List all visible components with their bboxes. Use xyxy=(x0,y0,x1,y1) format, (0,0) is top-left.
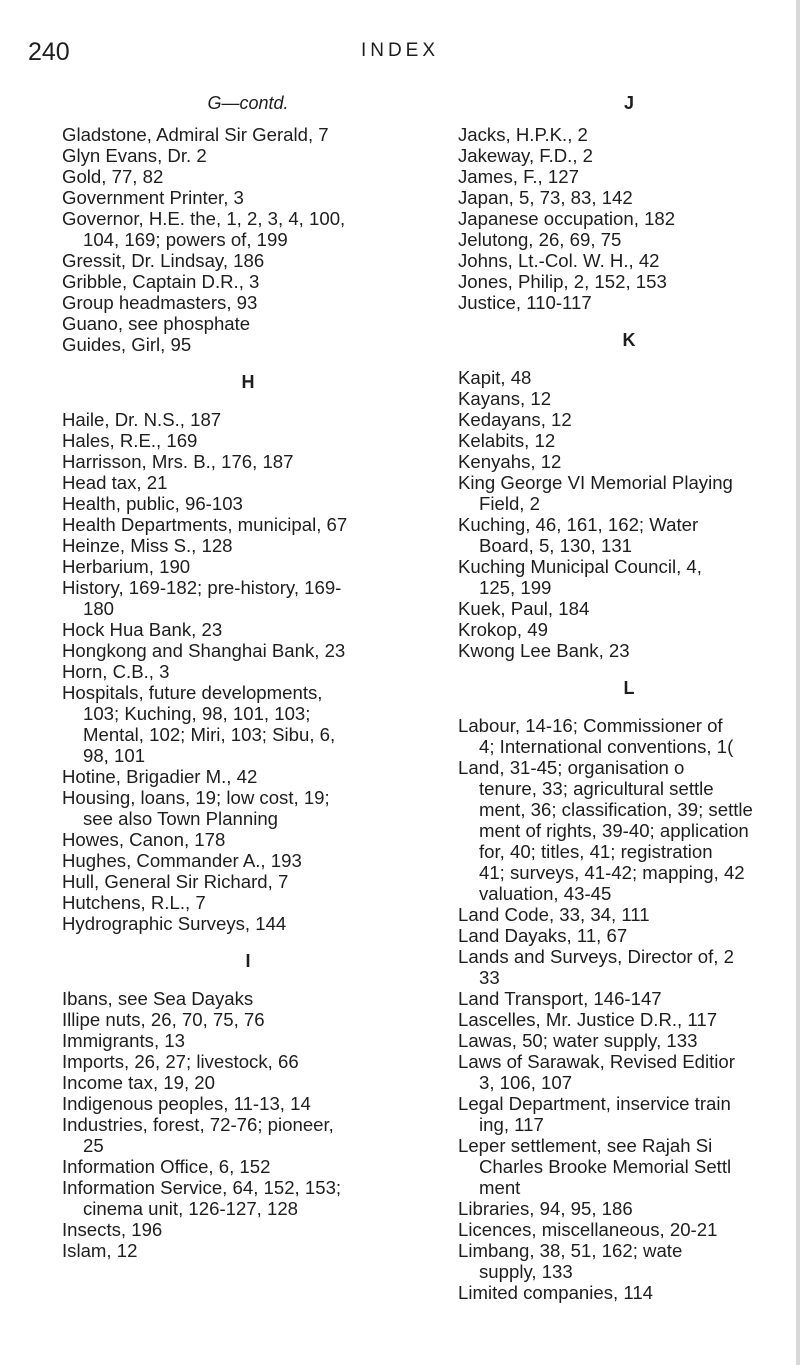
index-entry xyxy=(458,598,800,619)
section-heading: G—contd. xyxy=(207,93,289,113)
entry-continuation: tenure, 33; agricultural settle xyxy=(479,778,714,799)
entry-continuation: 125, 199 xyxy=(479,577,552,598)
entry-text: Limited companies, 114 xyxy=(458,1282,653,1303)
index-entry xyxy=(62,892,434,913)
entry-continuation: Mental, 102; Miri, 103; Sibu, 6, xyxy=(83,724,336,745)
index-entry xyxy=(62,829,434,850)
index-entry xyxy=(458,1051,800,1093)
index-entry xyxy=(458,208,800,229)
entry-continuation: ing, 117 xyxy=(479,1114,544,1135)
index-entry xyxy=(62,556,434,577)
entry-text: Lands and Surveys, Director of, 2 xyxy=(458,946,734,967)
index-entry xyxy=(458,1009,800,1030)
entry-text: Industries, forest, 72-76; pioneer, xyxy=(62,1114,334,1135)
index-entry xyxy=(62,208,434,250)
entry-text: Harrisson, Mrs. B., 176, 187 xyxy=(62,451,294,472)
index-entry xyxy=(62,409,434,430)
index-entry xyxy=(62,988,434,1009)
entry-continuation: cinema unit, 126-127, 128 xyxy=(83,1198,299,1219)
entry-text: Land, 31-45; organisation o xyxy=(458,757,685,778)
index-entry xyxy=(62,166,434,187)
entry-text: Gribble, Captain D.R., 3 xyxy=(62,271,260,292)
index-entry xyxy=(458,1135,800,1198)
entry-text: Illipe nuts, 26, 70, 75, 76 xyxy=(62,1009,265,1030)
index-entry xyxy=(62,1072,434,1093)
entry-text: Kayans, 12 xyxy=(458,388,552,409)
entry-text: Haile, Dr. N.S., 187 xyxy=(62,409,222,430)
index-entry xyxy=(62,250,434,271)
entry-text: Hospitals, future developments, xyxy=(62,682,323,703)
entry-continuation: ment of rights, 39-40; application xyxy=(479,820,749,841)
entry-text: Justice, 110-117 xyxy=(458,292,592,313)
entry-text: Licences, miscellaneous, 20-21 xyxy=(458,1219,718,1240)
entry-text: Heinze, Miss S., 128 xyxy=(62,535,233,556)
entry-text: Head tax, 21 xyxy=(62,472,168,493)
index-entry xyxy=(62,871,434,892)
entry-text: Jones, Philip, 2, 152, 153 xyxy=(458,271,667,292)
entry-text: Ibans, see Sea Dayaks xyxy=(62,988,254,1009)
index-entry xyxy=(458,166,800,187)
entry-text: Japanese occupation, 182 xyxy=(458,208,676,229)
entry-text: Glyn Evans, Dr. 2 xyxy=(62,145,207,166)
index-entry xyxy=(458,472,800,514)
index-entry xyxy=(458,946,800,988)
entry-text: Land Dayaks, 11, 67 xyxy=(458,925,628,946)
index-entry xyxy=(458,250,800,271)
index-entry xyxy=(62,1030,434,1051)
entry-text: Land Transport, 146-147 xyxy=(458,988,662,1009)
index-entry xyxy=(62,913,434,934)
index-entry xyxy=(62,292,434,313)
index-entry xyxy=(458,145,800,166)
entry-text: Jelutong, 26, 69, 75 xyxy=(458,229,622,250)
entry-text: Hock Hua Bank, 23 xyxy=(62,619,223,640)
index-column-right xyxy=(458,82,800,1303)
entry-continuation: Field, 2 xyxy=(479,493,540,514)
entry-text: Kapit, 48 xyxy=(458,367,532,388)
index-entry xyxy=(62,124,434,145)
entry-text: Kenyahs, 12 xyxy=(458,451,562,472)
entry-text: Gressit, Dr. Lindsay, 186 xyxy=(62,250,265,271)
index-entry xyxy=(62,1009,434,1030)
index-entry xyxy=(458,409,800,430)
entry-text: Krokop, 49 xyxy=(458,619,548,640)
entry-text: Japan, 5, 73, 83, 142 xyxy=(458,187,633,208)
entry-text: Kuching, 46, 161, 162; Water xyxy=(458,514,699,535)
index-entry xyxy=(458,1240,800,1282)
running-head: INDEX xyxy=(360,40,440,61)
entry-continuation: see also Town Planning xyxy=(83,808,279,829)
entry-continuation: ment xyxy=(479,1177,521,1198)
index-entry xyxy=(62,271,434,292)
entry-text: Income tax, 19, 20 xyxy=(62,1072,215,1093)
index-entry xyxy=(62,640,434,661)
entry-text: Hutchens, R.L., 7 xyxy=(62,892,206,913)
entry-continuation: valuation, 43-45 xyxy=(479,883,612,904)
page-number: 240 xyxy=(28,38,70,66)
index-entry xyxy=(458,1282,800,1303)
index-entry xyxy=(458,715,800,757)
index-entry xyxy=(458,904,800,925)
entry-text: Immigrants, 13 xyxy=(62,1030,185,1051)
entry-text: Hughes, Commander A., 193 xyxy=(62,850,302,871)
entry-text: Hydrographic Surveys, 144 xyxy=(62,913,287,934)
entry-text: Land Code, 33, 34, 111 xyxy=(458,904,650,925)
entry-text: Guano, see phosphate xyxy=(62,313,251,334)
index-entry xyxy=(62,1219,434,1240)
entry-text: Health, public, 96-103 xyxy=(62,493,243,514)
index-entry xyxy=(62,1156,434,1177)
index-entry xyxy=(458,640,800,661)
index-entry xyxy=(458,451,800,472)
index-entry xyxy=(458,187,800,208)
index-entry xyxy=(62,682,434,766)
index-entry xyxy=(62,1177,434,1219)
index-entry xyxy=(458,388,800,409)
index-entry xyxy=(62,619,434,640)
entry-continuation: 104, 169; powers of, 199 xyxy=(83,229,288,250)
entry-text: Hongkong and Shanghai Bank, 23 xyxy=(62,640,346,661)
index-entry xyxy=(458,1219,800,1240)
index-entry xyxy=(62,430,434,451)
index-entry xyxy=(62,334,434,355)
entry-text: Government Printer, 3 xyxy=(62,187,244,208)
entry-text: Laws of Sarawak, Revised Editior xyxy=(458,1051,735,1072)
entry-continuation: supply, 133 xyxy=(479,1261,573,1282)
index-entry xyxy=(458,292,800,313)
entry-text: Jacks, H.P.K., 2 xyxy=(458,124,588,145)
entry-text: Hull, General Sir Richard, 7 xyxy=(62,871,289,892)
entry-text: Information Service, 64, 152, 153; xyxy=(62,1177,342,1198)
index-entry xyxy=(62,1114,434,1156)
entry-text: Hotine, Brigadier M., 42 xyxy=(62,766,258,787)
entry-text: Gold, 77, 82 xyxy=(62,166,164,187)
entry-text: Libraries, 94, 95, 186 xyxy=(458,1198,633,1219)
index-entry xyxy=(458,988,800,1009)
entry-text: Gladstone, Admiral Sir Gerald, 7 xyxy=(62,124,329,145)
index-entry xyxy=(62,766,434,787)
entry-continuation: 33 xyxy=(479,967,500,988)
index-entry xyxy=(458,1198,800,1219)
index-entry xyxy=(62,493,434,514)
entry-text: Hales, R.E., 169 xyxy=(62,430,198,451)
entry-text: Horn, C.B., 3 xyxy=(62,661,170,682)
index-entry xyxy=(458,925,800,946)
entry-text: Housing, loans, 19; low cost, 19; xyxy=(62,787,330,808)
entry-text: Kelabits, 12 xyxy=(458,430,556,451)
index-entry xyxy=(458,1093,800,1135)
entry-text: Limbang, 38, 51, 162; wate xyxy=(458,1240,683,1261)
entry-text: Leper settlement, see Rajah Si xyxy=(458,1135,713,1156)
entry-continuation: 103; Kuching, 98, 101, 103; xyxy=(83,703,311,724)
entry-text: Insects, 196 xyxy=(62,1219,163,1240)
index-entry xyxy=(62,577,434,619)
index-entry xyxy=(458,229,800,250)
entry-continuation: Charles Brooke Memorial Settl xyxy=(479,1156,732,1177)
section-heading: H xyxy=(241,372,255,392)
index-entry xyxy=(458,619,800,640)
entry-continuation: 3, 106, 107 xyxy=(479,1072,573,1093)
index-entry xyxy=(62,1051,434,1072)
entry-text: Guides, Girl, 95 xyxy=(62,334,192,355)
page-edge-shadow xyxy=(796,0,800,1365)
entry-text: Johns, Lt.-Col. W. H., 42 xyxy=(458,250,660,271)
entry-continuation: 180 xyxy=(83,598,115,619)
entry-text: Lawas, 50; water supply, 133 xyxy=(458,1030,698,1051)
entry-text: Health Departments, municipal, 67 xyxy=(62,514,348,535)
section-heading: L xyxy=(623,678,635,698)
entry-text: History, 169-182; pre-history, 169- xyxy=(62,577,342,598)
entry-text: Lascelles, Mr. Justice D.R., 117 xyxy=(458,1009,718,1030)
index-entry xyxy=(62,313,434,334)
entry-text: Information Office, 6, 152 xyxy=(62,1156,271,1177)
index-entry xyxy=(458,430,800,451)
entry-text: King George VI Memorial Playing xyxy=(458,472,733,493)
entry-text: Legal Department, inservice train xyxy=(458,1093,731,1114)
section-heading: J xyxy=(623,93,634,113)
entry-continuation: ment, 36; classification, 39; settle xyxy=(479,799,753,820)
entry-text: James, F., 127 xyxy=(458,166,579,187)
index-entry xyxy=(62,145,434,166)
entry-continuation: 98, 101 xyxy=(83,745,146,766)
entry-text: Governor, H.E. the, 1, 2, 3, 4, 100, xyxy=(62,208,346,229)
index-column-left xyxy=(62,82,434,1261)
entry-text: Kedayans, 12 xyxy=(458,409,572,430)
index-entry xyxy=(458,514,800,556)
entry-continuation: Board, 5, 130, 131 xyxy=(479,535,632,556)
entry-text: Indigenous peoples, 11-13, 14 xyxy=(62,1093,311,1114)
index-entry xyxy=(62,661,434,682)
entry-text: Imports, 26, 27; livestock, 66 xyxy=(62,1051,299,1072)
index-entry xyxy=(458,556,800,598)
index-entry xyxy=(62,187,434,208)
index-entry xyxy=(458,1030,800,1051)
index-entry xyxy=(62,1093,434,1114)
entry-continuation: for, 40; titles, 41; registration xyxy=(479,841,713,862)
entry-text: Labour, 14-16; Commissioner of xyxy=(458,715,723,736)
index-entry xyxy=(62,514,434,535)
index-entry xyxy=(62,472,434,493)
index-entry xyxy=(62,451,434,472)
entry-continuation: 4; International conventions, 1( xyxy=(479,736,734,757)
entry-text: Kuek, Paul, 184 xyxy=(458,598,590,619)
index-entry xyxy=(458,271,800,292)
index-entry xyxy=(62,535,434,556)
entry-text: Islam, 12 xyxy=(62,1240,138,1261)
entry-text: Group headmasters, 93 xyxy=(62,292,258,313)
index-entry xyxy=(458,757,800,904)
entry-text: Howes, Canon, 178 xyxy=(62,829,226,850)
index-entry xyxy=(458,367,800,388)
entry-text: Herbarium, 190 xyxy=(62,556,191,577)
index-entry xyxy=(458,124,800,145)
entry-continuation: 25 xyxy=(83,1135,104,1156)
index-entry xyxy=(62,850,434,871)
entry-continuation: 41; surveys, 41-42; mapping, 42 xyxy=(479,862,745,883)
entry-text: Jakeway, F.D., 2 xyxy=(458,145,594,166)
entry-text: Kuching Municipal Council, 4, xyxy=(458,556,702,577)
index-entry xyxy=(62,1240,434,1261)
section-heading: K xyxy=(622,330,636,350)
entry-text: Kwong Lee Bank, 23 xyxy=(458,640,630,661)
index-entry xyxy=(62,787,434,829)
section-heading: I xyxy=(245,951,251,971)
